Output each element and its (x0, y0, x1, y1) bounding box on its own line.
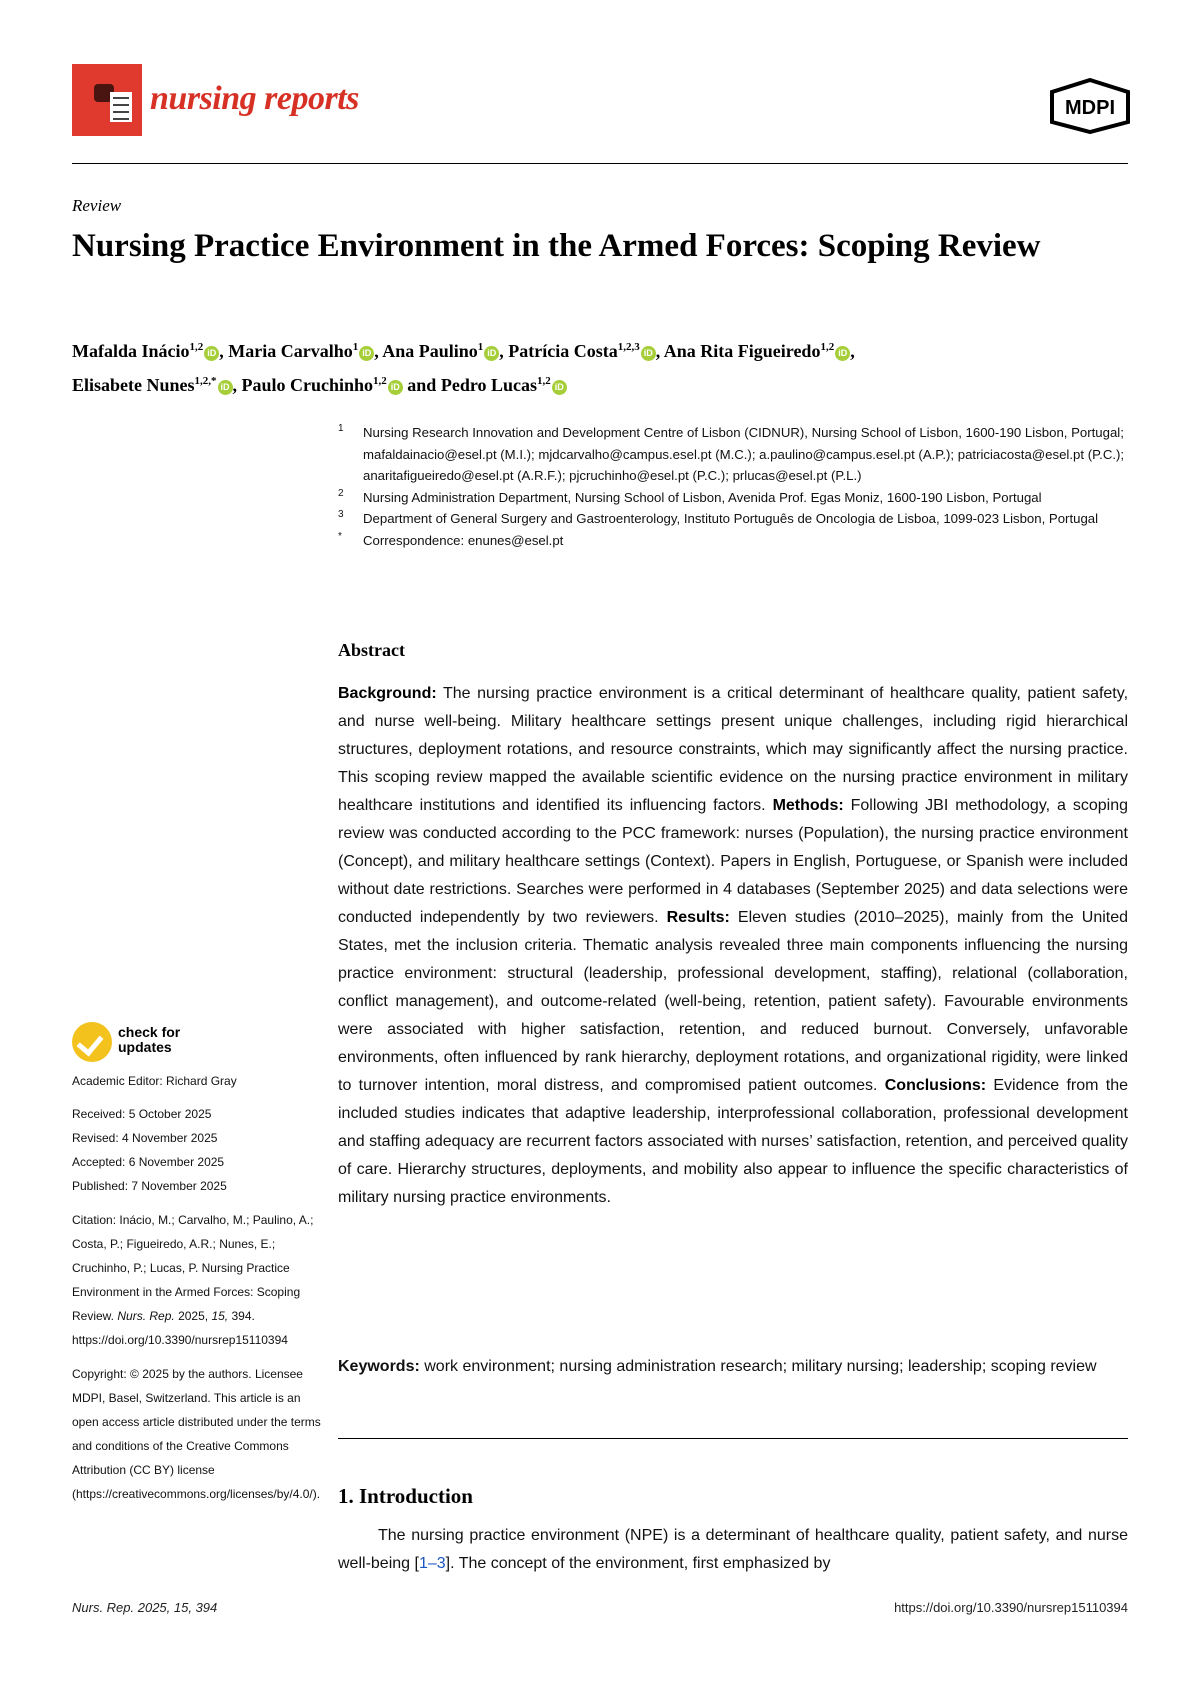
affiliations (338, 422, 1128, 552)
author-separator: , (219, 341, 229, 361)
author-separator: , (232, 375, 242, 395)
citation-doi[interactable]: 394. https://doi.org/10.3390/nursrep15110394 (72, 1309, 288, 1347)
author-name[interactable]: Elisabete Nunes (72, 375, 195, 395)
journal-name[interactable]: nursing reports (150, 80, 359, 117)
date-accepted: Accepted: 6 November 2025 (72, 1155, 225, 1169)
affiliation-item (338, 508, 1128, 530)
author-affiliation-sup: 1,2,* (194, 375, 217, 387)
orcid-icon[interactable]: iD (641, 346, 656, 361)
intro-text-end: ]. The concept of the environment, first emphasized by (445, 1555, 831, 1572)
author-name[interactable]: Maria Carvalho (228, 341, 353, 361)
footer-doi-link[interactable]: https://doi.org/10.3390/nursrep15110394 (894, 1600, 1128, 1615)
introduction-paragraph (338, 1522, 1128, 1578)
check-for-updates-button[interactable] (72, 1022, 212, 1064)
author-affiliation-sup: 1 (352, 341, 359, 353)
author-name[interactable]: Patrícia Costa (508, 341, 618, 361)
citation-link[interactable]: 1–3 (418, 1555, 446, 1572)
header-rule (72, 163, 1128, 164)
mdpi-logo-text: MDPI (1065, 97, 1115, 119)
keywords-text: work environment; nursing administration research; military nursing; leadership; scoping review (424, 1358, 1097, 1375)
citation-journal: Nurs. Rep. (117, 1309, 175, 1323)
results-label: Results: (666, 909, 730, 926)
author-separator: , (655, 341, 664, 361)
abstract-body (338, 680, 1128, 1212)
affiliation-item (338, 530, 1128, 552)
orcid-icon[interactable]: iD (835, 346, 850, 361)
affiliation-text: Nursing Administration Department, Nursing School of Lisbon, Avenida Prof. Egas Moniz, 1600-190 Lisbon, Portugal (363, 489, 1042, 505)
affiliation-number: 1 (338, 423, 344, 434)
citation-label: Citation: (72, 1213, 117, 1227)
background-label: Background: (338, 685, 437, 702)
section-heading-introduction: 1. Introduction (338, 1484, 473, 1508)
orcid-icon[interactable]: iD (218, 380, 233, 395)
author-affiliation-sup: 1,2,3 (617, 341, 640, 353)
orcid-icon[interactable]: iD (204, 346, 219, 361)
date-published: Published: 7 November 2025 (72, 1179, 227, 1193)
abstract-rule (338, 1438, 1128, 1439)
date-received: Received: 5 October 2025 (72, 1107, 212, 1121)
keywords (338, 1353, 1128, 1381)
results-text: Eleven studies (2010–2025), mainly from the United States, met the inclusion criteria. Thematic analysis revealed three main components influencing the nursing practice environment: structural (leadership, professional development, staffing), relational (collaboration, conflict management), and outcome-related (well-being, retention, patient safety). Favourable environments were associated with higher satisfaction, retention, and reduced burnout. Conversely, unfavorable environments, often influenced by rank hierarchy, deployment rotations, and organizational rigidity, were linked to turnover intention, moral distress, and compromised patient outcomes. (338, 909, 1129, 1094)
author-separator: , (850, 341, 855, 361)
methods-label: Methods: (772, 797, 844, 814)
author-separator: , (499, 341, 509, 361)
author-affiliation-sup: 1,2 (189, 341, 204, 353)
article-type: Review (72, 196, 122, 215)
orcid-icon[interactable]: iD (484, 346, 499, 361)
intro-text-start: The nursing practice environment (NPE) is a determinant of healthcare quality, patient safety, and nurse well-being [ (338, 1527, 1128, 1572)
sidebar (72, 1071, 322, 1506)
author-name[interactable]: Ana Paulino (382, 341, 478, 361)
check-updates-line2: updates (118, 1039, 172, 1055)
citation-text: Inácio, M.; Carvalho, M.; Paulino, A.; Costa, P.; Figueiredo, A.R.; Nunes, E.; Cruchinho, P.; Lucas, P. Nursing Practice Environment in the Armed Forces: Scoping Review. (72, 1213, 314, 1323)
author-name[interactable]: Paulo Cruchinho (241, 375, 374, 395)
check-icon (72, 1022, 112, 1062)
author-name[interactable]: Ana Rita Figueiredo (663, 341, 821, 361)
author-affiliation-sup: 1,2 (820, 341, 835, 353)
affiliation-number: 2 (338, 487, 344, 499)
affiliation-number: 3 (338, 509, 344, 521)
publication-dates (72, 1102, 322, 1198)
affiliation-text: Department of General Surgery and Gastroenterology, Instituto Português de Oncologia de Lisboa, 1099-023 Lisbon, Portugal (363, 511, 1099, 527)
methods-text: Following JBI methodology, a scoping review was conducted according to the PCC framework: nurses (Population), the nursing practice environment (Concept), and military healthcare settings (Context). Papers in English, Portuguese, or Spanish were included without date restrictions. Searches were performed in 4 databases (September 2025) and data selections were conducted independently by two reviewers. (338, 797, 1128, 926)
keywords-label: Keywords: (338, 1358, 420, 1375)
author-name[interactable]: Mafalda Inácio (72, 341, 190, 361)
citation (72, 1208, 322, 1352)
conclusions-label: Conclusions: (884, 1077, 987, 1094)
affiliation-text: Correspondence: enunes@esel.pt (363, 532, 564, 548)
abstract-heading: Abstract (338, 640, 405, 660)
affiliation-item (338, 422, 1128, 487)
check-updates-line1: check for (118, 1024, 181, 1040)
copyright-notice: Copyright: © 2025 by the authors. Licensee MDPI, Basel, Switzerland. This article is an open access article distributed under the terms and conditions of the Creative Commons Attribution (CC BY) license (https://creativecommons.org/licenses/by/4.0/). (72, 1367, 321, 1501)
citation-volume: 15, (211, 1309, 229, 1323)
orcid-icon[interactable]: iD (388, 380, 403, 395)
article-title: Nursing Practice Environment in the Armed Forces: Scoping Review (72, 228, 1041, 264)
mdpi-logo[interactable] (1048, 78, 1132, 134)
affiliation-number: * (338, 530, 342, 542)
orcid-icon[interactable]: iD (359, 346, 374, 361)
journal-logo (72, 64, 142, 136)
author-separator: , (374, 341, 383, 361)
author-affiliation-sup: 1,2 (373, 375, 387, 387)
author-affiliation-sup: 1,2 (537, 375, 551, 387)
background-text: The nursing practice environment is a critical determinant of healthcare quality, patient safety, and nurse well-being. Military healthcare settings present unique challenges, including rigid hierarchical structures, deployment rotations, and resource constraints, which may significantly affect the nursing practice. This scoping review mapped the available scientific evidence on the nursing practice environment in military healthcare institutions and identified its influencing factors. (338, 685, 1129, 814)
academic-editor: Academic Editor: Richard Gray (72, 1074, 237, 1088)
affiliation-item (338, 487, 1128, 509)
footer-citation: Nurs. Rep. 2025, 15, 394 (72, 1600, 218, 1615)
author-list (72, 332, 1132, 400)
conclusions-text: Evidence from the included studies indicates that adaptive leadership, interprofessional collaboration, professional development and staffing adequacy are recurrent factors associated with nurses’ satisfaction, retention, and perceived quality of care. Hierarchy structures, deployments, and mobility also appear to influence the specific characteristics of military nursing practice environments. (338, 1077, 1129, 1206)
orcid-icon[interactable]: iD (552, 380, 567, 395)
author-separator: and (402, 375, 441, 395)
citation-year: 2025, (178, 1309, 209, 1323)
date-revised: Revised: 4 November 2025 (72, 1131, 218, 1145)
author-name[interactable]: Pedro Lucas (440, 375, 537, 395)
affiliation-text: Nursing Research Innovation and Development Centre of Lisbon (CIDNUR), Nursing School of Lisbon, 1600-190 Lisbon, Portugal; mafaldainacio@esel.pt (M.I.); mjdcarvalho@campus.esel.pt (M.C.); a.paulino@campus.esel.pt (A.P.); patriciacosta@esel.pt (P.C.); anaritafigueiredo@esel.pt (A.R.F.); pjcruchinho@esel.pt (P.C.); prlucas@esel.pt (P.L.) (363, 425, 1125, 484)
author-affiliation-sup: 1 (477, 341, 484, 353)
